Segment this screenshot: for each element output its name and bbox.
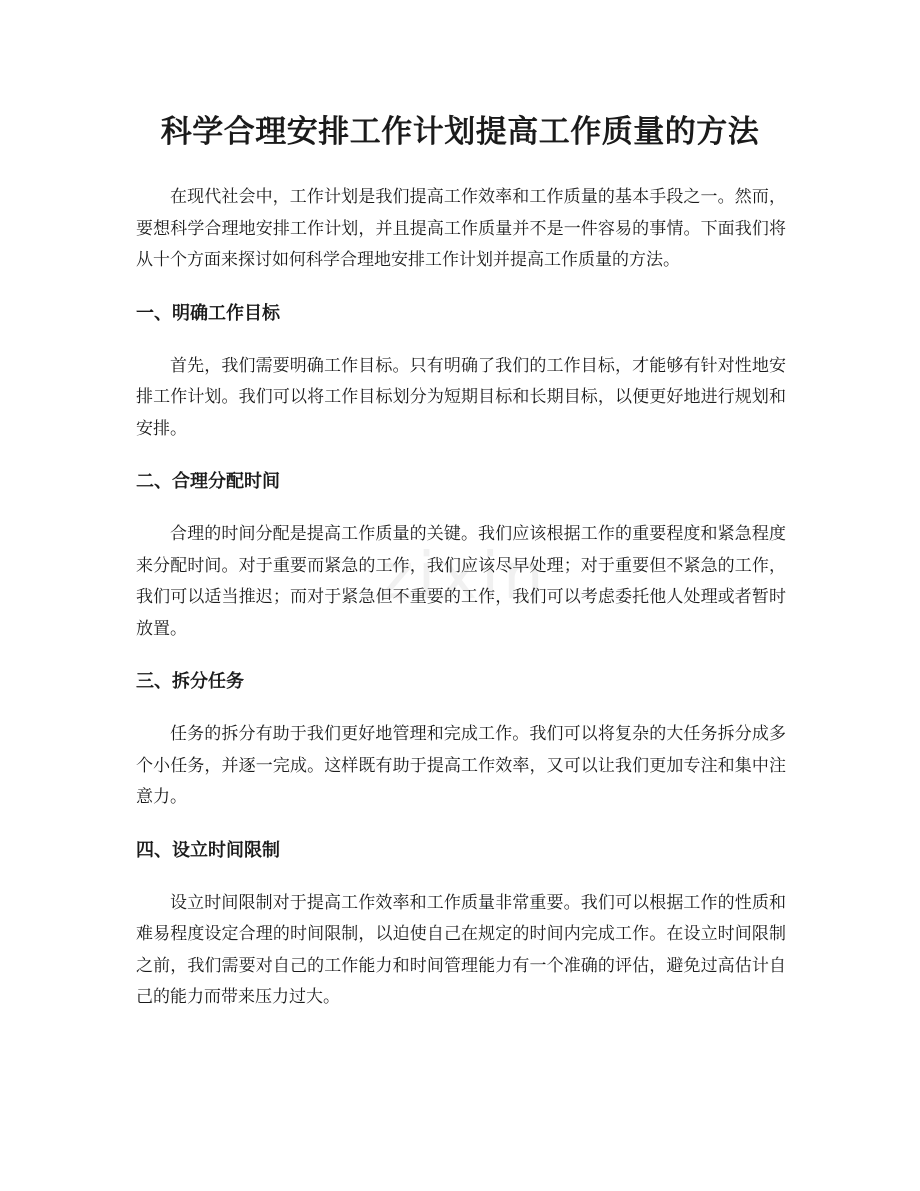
intro-paragraph: 在现代社会中，工作计划是我们提高工作效率和工作质量的基本手段之一。然而，要想科学合理地安排工作计划，并且提高工作质量并不是一件容易的事情。下面我们将从十个方面来探讨如何科学合理地安排工作计划并提高工作质量的方法。 [136, 187, 786, 270]
document-body [136, 182, 786, 1014]
section-paragraph: 设立时间限制对于提高工作效率和工作质量非常重要。我们可以根据工作的性质和难易程度设定合理的时间限制，以迫使自己在规定的时间内完成工作。在设立时间限制之前，我们需要对自己的工作能力和时间管理能力有一个准确的评估，避免过高估计自己的能力而带来压力过大。 [136, 892, 786, 1007]
watermark: zixin [380, 540, 548, 614]
section-paragraph: 合理的时间分配是提高工作质量的关键。我们应该根据工作的重要程度和紧急程度来分配时间。对于重要而紧急的工作，我们应该尽早处理；对于重要但不紧急的工作，我们可以适当推迟；而对于紧急但不重要的工作，我们可以考虑委托他人处理或者暂时放置。 [136, 524, 786, 639]
section-heading: 四、设立时间限制 [136, 839, 280, 861]
document-title: 科学合理安排工作计划提高工作质量的方法 [160, 114, 760, 150]
section-heading: 二、合理分配时间 [136, 471, 280, 492]
section-heading: 一、明确工作目标 [136, 302, 280, 324]
section-4 [136, 836, 786, 1014]
section-paragraph: 首先，我们需要明确工作目标。只有明确了我们的工作目标，才能够有针对性地安排工作计划。我们可以将工作目标划分为短期目标和长期目标，以便更好地进行规划和安排。 [136, 355, 786, 439]
section-1 [136, 299, 786, 446]
section-paragraph: 任务的拆分有助于我们更好地管理和完成工作。我们可以将复杂的大任务拆分成多个小任务，并逐一完成。这样既有助于提高工作效率，又可以让我们更加专注和集中注意力。 [136, 724, 786, 807]
section-2 [136, 467, 786, 645]
section-3 [136, 667, 786, 814]
section-heading: 三、拆分任务 [136, 671, 244, 692]
